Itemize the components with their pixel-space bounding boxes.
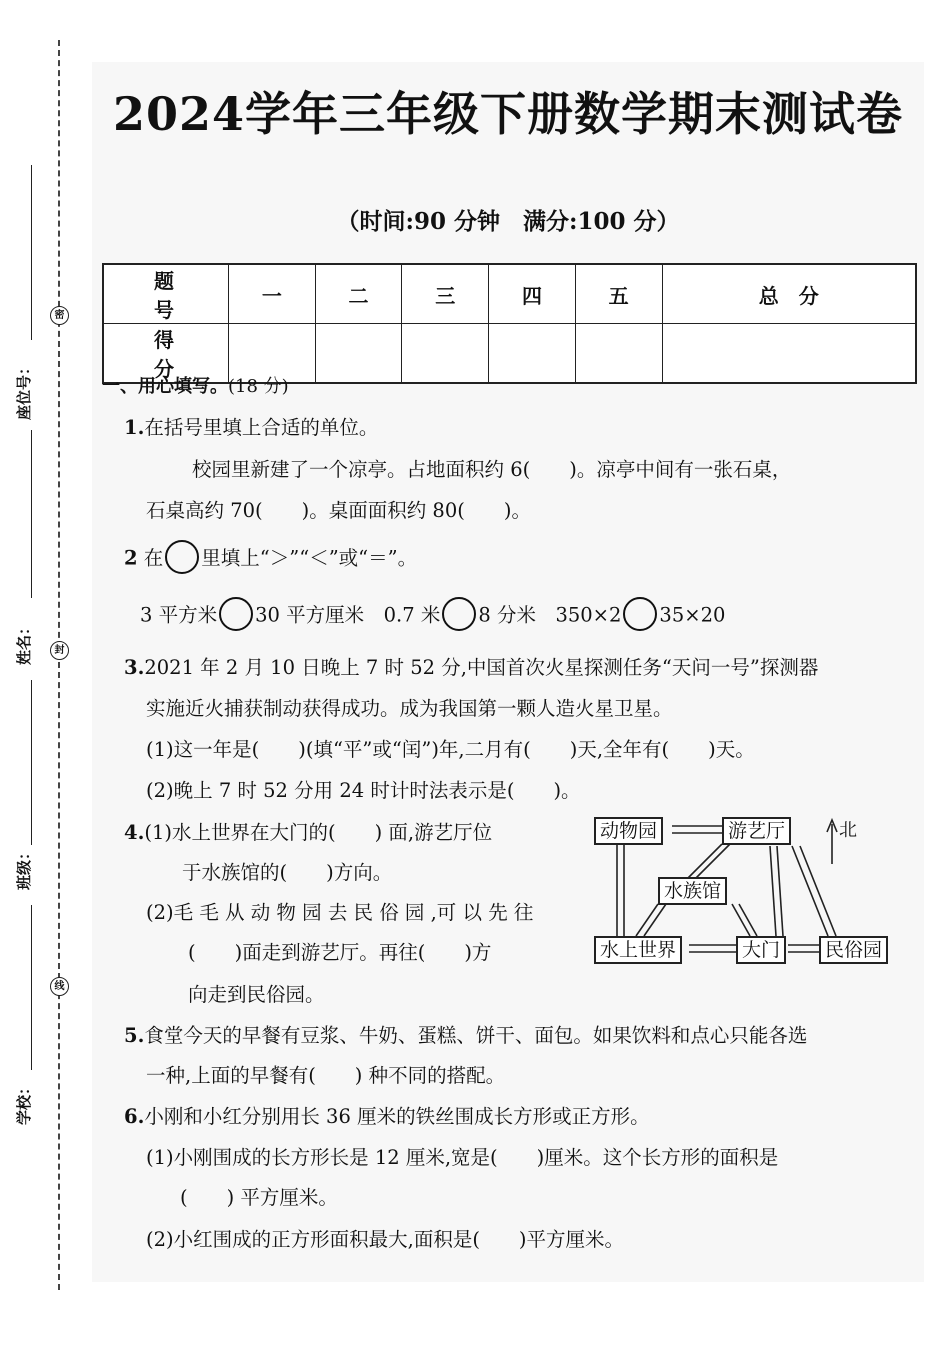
class-label: 班级： — [15, 844, 33, 890]
question-3-line-2: 实施近火捕获制动获得成功。成为我国第一颗人造火星卫星。 — [146, 697, 673, 720]
question-4: 4.(1)水上世界在大门的( ) 面,游艺厅位 — [124, 821, 493, 844]
question-4-line-3: (2)毛 毛 从 动 物 园 去 民 俗 园 ,可 以 先 往 — [146, 901, 534, 924]
question-5-line-2: 一种,上面的早餐有( ) 种不同的搭配。 — [146, 1064, 506, 1087]
question-4-line-2: 于水族馆的( )方向。 — [182, 861, 393, 884]
question-1-line-2: 校园里新建了一个凉亭。占地面积约 6( )。凉亭中间有一张石桌， — [192, 458, 792, 481]
score-table-cell: 一 — [229, 264, 316, 324]
name-label: 姓名： — [15, 619, 33, 665]
question-3-line-4: (2)晚上 7 时 52 分用 24 时计时法表示是( )。 — [146, 779, 581, 802]
score-input-cell[interactable] — [402, 324, 489, 384]
score-table-cell: 得 分 — [103, 324, 229, 384]
seal-mark-feng: 封 — [50, 641, 69, 660]
score-input-cell[interactable] — [489, 324, 576, 384]
answer-circle[interactable] — [623, 597, 657, 631]
binding-dashed-line — [58, 40, 60, 1290]
map-water-world-label: 水上世界 — [594, 936, 682, 964]
class-line[interactable] — [31, 680, 32, 845]
score-table-cell: 五 — [575, 264, 662, 324]
question-5: 5.食堂今天的早餐有豆浆、牛奶、蛋糕、饼干、面包。如果饮料和点心只能各选 — [124, 1024, 808, 1047]
score-table-cell: 二 — [315, 264, 402, 324]
seal-mark-xian: 线 — [50, 977, 69, 996]
question-1: 1.在括号里填上合适的单位。 — [124, 416, 379, 439]
question-4-line-4: ( )面走到游艺厅。再往( )方 — [188, 941, 492, 964]
section-heading: 一、用心填写。(18 分) — [102, 376, 289, 397]
compare-circle — [165, 540, 199, 574]
score-input-cell[interactable] — [315, 324, 402, 384]
question-6-line-3: ( ) 平方厘米。 — [180, 1186, 338, 1209]
score-table-cell: 总 分 — [662, 264, 916, 324]
question-1-line-3: 石桌高约 70( )。桌面面积约 80( )。 — [146, 499, 531, 522]
score-input-cell[interactable] — [575, 324, 662, 384]
answer-circle[interactable] — [442, 597, 476, 631]
question-2: 2 在 里填上“＞”“＜”或“＝”。 — [124, 542, 417, 576]
question-3-line-3: (1)这一年是( )(填“平”或“闰”)年,二月有( )天,全年有( )天。 — [146, 738, 755, 761]
seat-number-line[interactable] — [31, 165, 32, 340]
score-table-cell: 四 — [489, 264, 576, 324]
score-table-cell: 题 号 — [103, 264, 229, 324]
seat-number-label: 座位号： — [15, 359, 33, 420]
question-4-line-5: 向走到民俗园。 — [188, 983, 325, 1006]
map-arcade-label: 游艺厅 — [722, 817, 791, 845]
map-zoo-label: 动物园 — [594, 817, 663, 845]
score-table-cell: 三 — [402, 264, 489, 324]
school-line[interactable] — [31, 905, 32, 1070]
map-aquarium-label: 水族馆 — [658, 877, 727, 905]
answer-circle[interactable] — [219, 597, 253, 631]
north-indicator: 北 — [839, 820, 857, 841]
seal-mark-mi: 密 — [50, 306, 69, 325]
score-table — [102, 263, 917, 384]
map-gate-label: 大门 — [736, 936, 786, 964]
question-6-line-4: (2)小红围成的正方形面积最大,面积是( )平方厘米。 — [146, 1228, 625, 1251]
question-2-items: 3 平方米 30 平方厘米 0.7 米 8 分米 350×2 35×20 — [140, 599, 725, 633]
page-title: 2024学年三年级下册数学期末测试卷 — [112, 87, 904, 141]
score-table-header-row — [103, 264, 916, 324]
question-3: 3.2021 年 2 月 10 日晚上 7 时 52 分,中国首次火星探测任务“天问一号”探测器 — [124, 656, 819, 679]
park-map-diagram — [592, 812, 912, 972]
school-label: 学校： — [15, 1079, 33, 1125]
question-6-line-2: (1)小刚围成的长方形长是 12 厘米,宽是( )厘米。这个长方形的面积是 — [146, 1146, 779, 1169]
question-6: 6.小刚和小红分别用长 36 厘米的铁丝围成长方形或正方形。 — [124, 1105, 650, 1128]
name-line[interactable] — [31, 430, 32, 598]
score-input-cell[interactable] — [662, 324, 916, 384]
map-folk-garden-label: 民俗园 — [819, 936, 888, 964]
exam-time-and-score: （时间:90 分钟 满分:100 分） — [336, 208, 680, 235]
